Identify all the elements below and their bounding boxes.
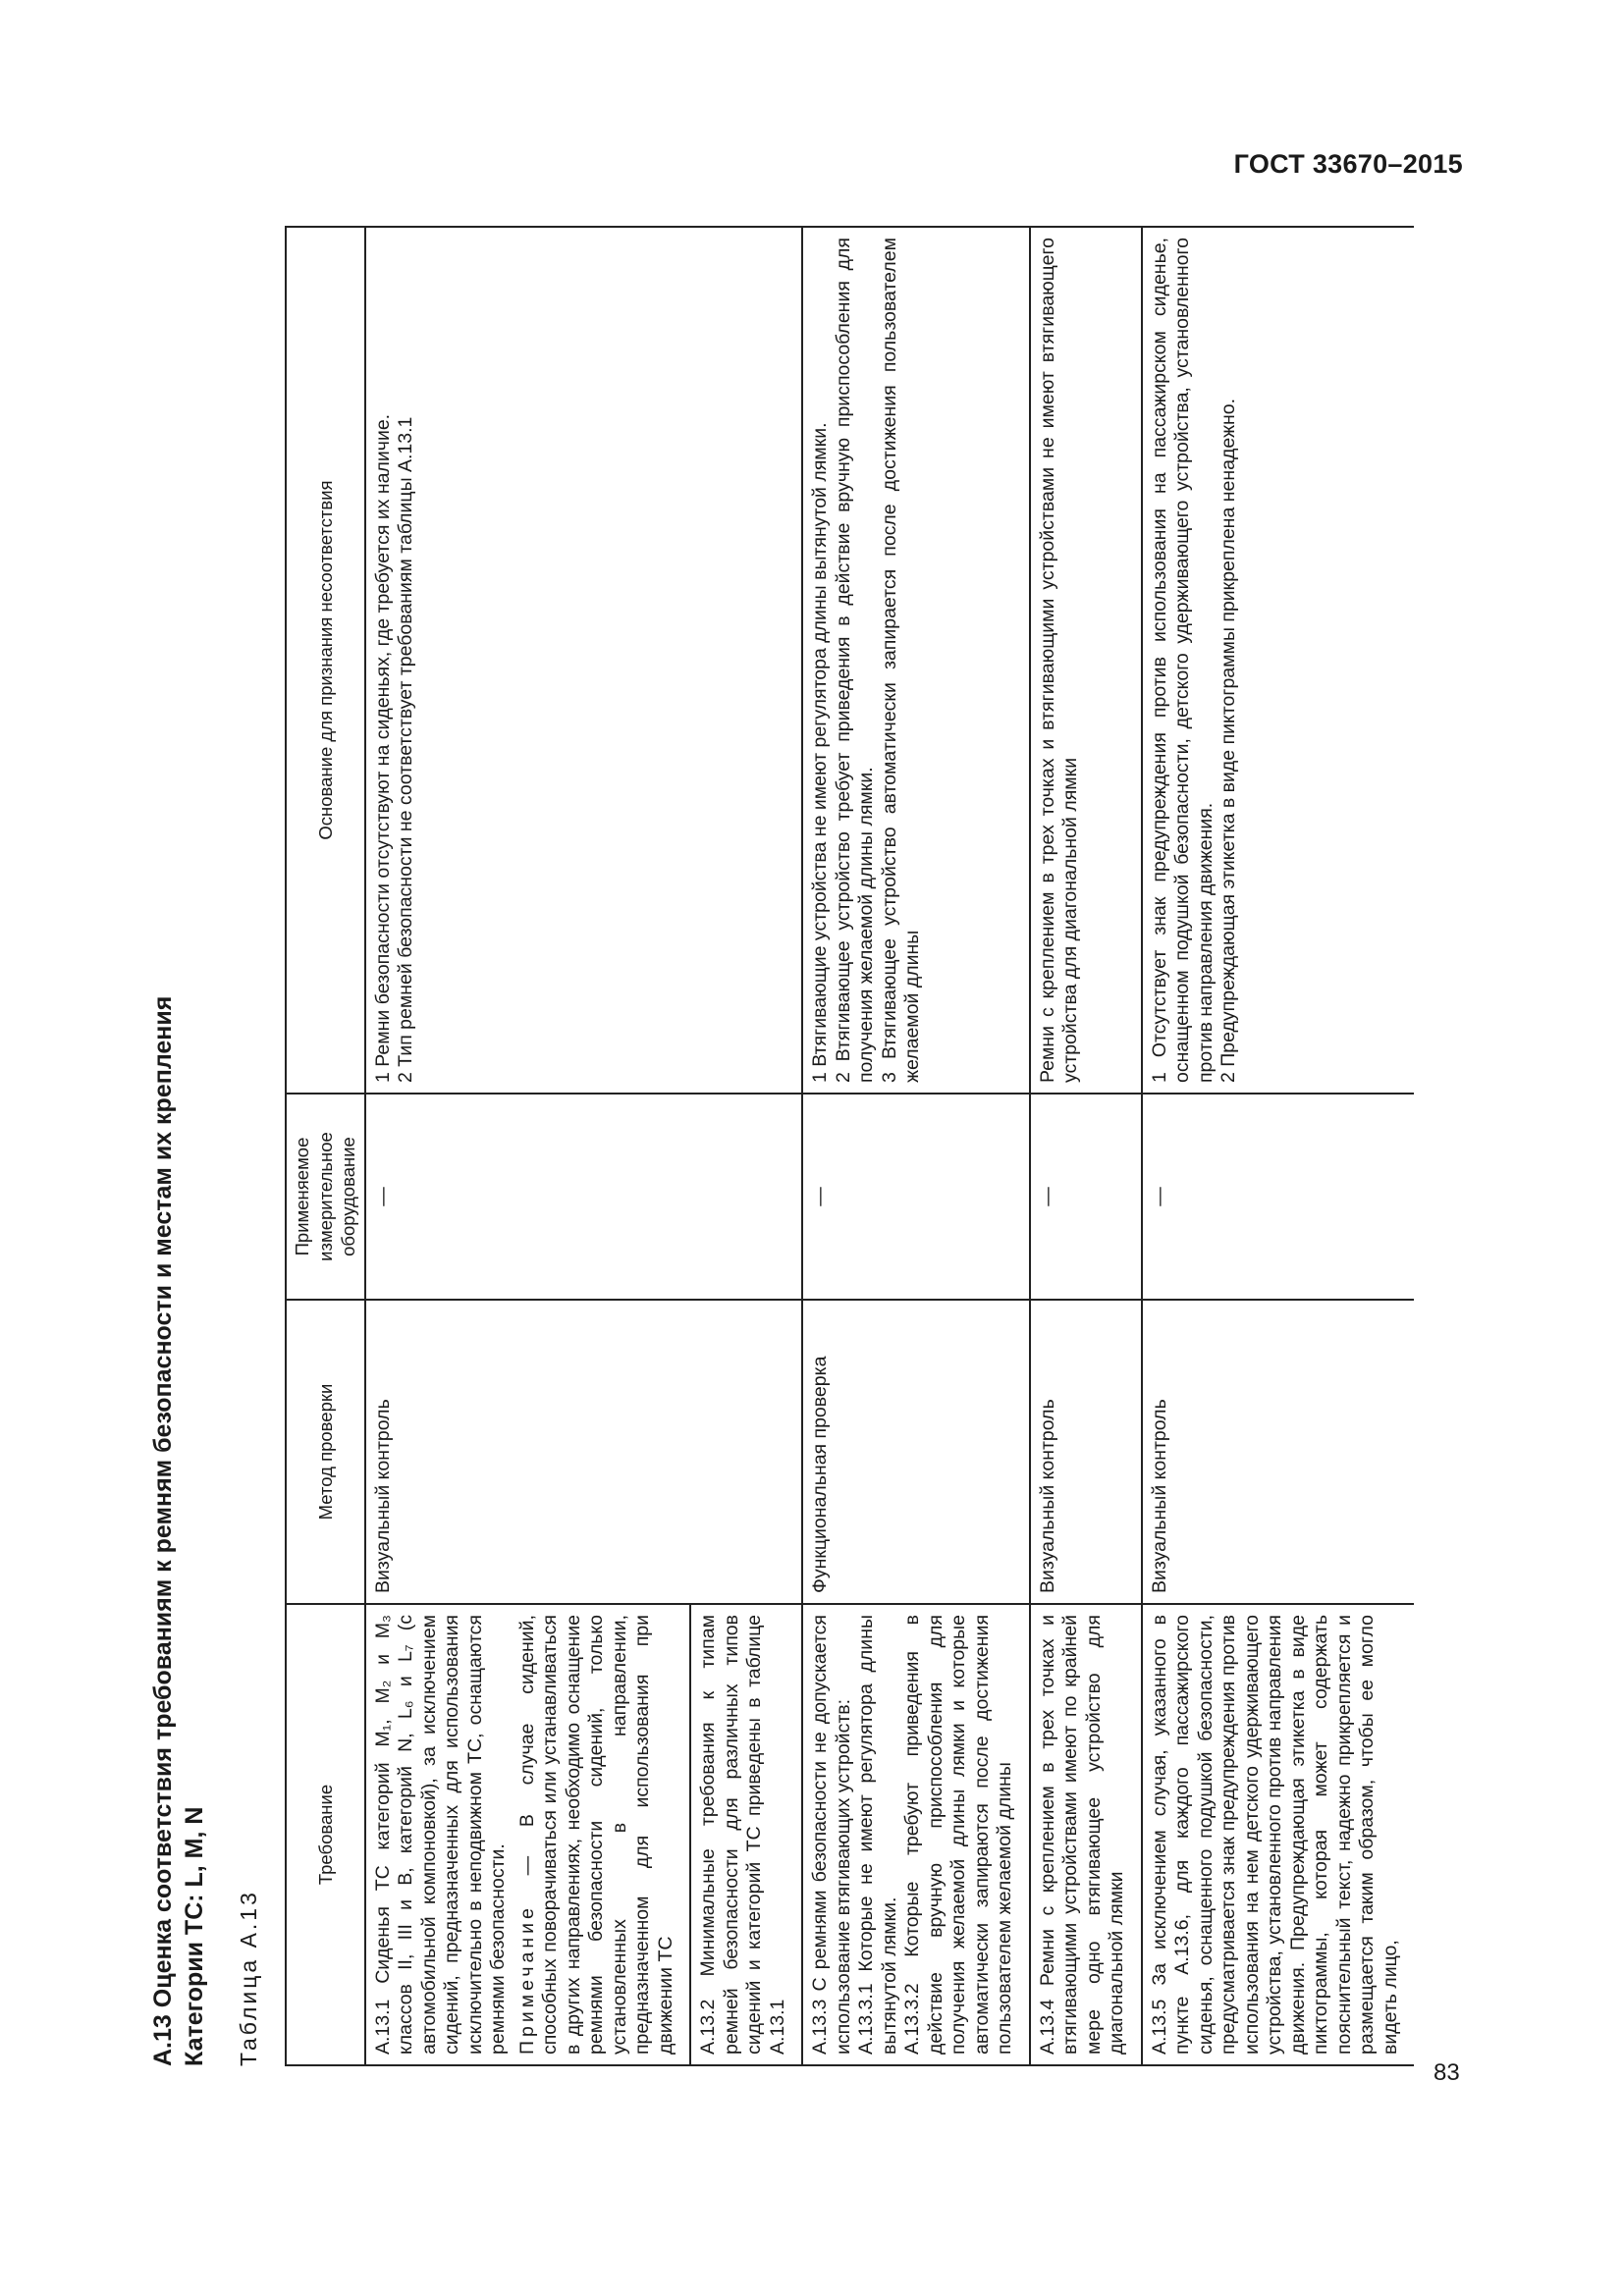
cell-requirement: [1030, 1604, 1142, 2065]
cell-method: Визуальный контроль: [365, 1300, 803, 1604]
table-row: [1030, 227, 1142, 2065]
note-text: — В случае сидений, способных поворачиваться или устанавливаться в других направлениях, необходимо оснащение ремнями безопасности сидений, только установленных в направлении, предназначенном для использования при движении ТС: [515, 1615, 676, 2055]
requirement-text: А.13.1 Сиденья ТС категорий M₁, M₂ и M₃ классов II, III и B, категорий N, L₆ и L₇ (с автомобильной компоновкой), за исключением сидений, предназначенных для использования исключительно в неподвижном ТС, оснащаются ремнями безопасности.: [371, 1615, 509, 2055]
header-method: Метод проверки: [286, 1300, 365, 1604]
section-title-line2: Категории ТС: L, M, N: [181, 1806, 208, 2066]
basis-text: 1 Втягивающие устройства не имеют регулятора длины вытянутой лямки. 2 Втягивающее устройство требует приведения в действие вручную приспособления для получения желаемой длины лямки. 3 Втягивающее устройство автоматически запирается после достижения пользователем желаемой длины: [809, 238, 923, 1083]
cell-requirement: [802, 1604, 1030, 2065]
table-row: [1142, 227, 1415, 2065]
table-header-row: [286, 227, 365, 2065]
basis-text: Ремни с креплением в трех точках и втягивающими устройствами не имеют втягивающего устройства для диагональной лямки: [1036, 238, 1081, 1083]
requirement-text: А.13.2 Минимальные требования к типам ремней безопасности для различных типов сидений и категорий ТС приведены в таблице А.13.1: [697, 1615, 788, 2055]
cell-equipment: —: [802, 1094, 1030, 1300]
basis-text: 1 Отсутствует знак предупреждения против использования на пассажирском сиденье, оснащенном подушкой безопасности, детского удерживающего устройства, установленного против направления движения. 2 Предупреждающая этикетка в виде пиктограммы прикреплена ненадежно.: [1148, 238, 1239, 1083]
cell-basis: [1030, 227, 1142, 1094]
cell-requirement: [1142, 1604, 1415, 2065]
section-title: [147, 240, 210, 2066]
document-code: ГОСТ 33670–2015: [1233, 149, 1463, 179]
cell-basis: [365, 227, 803, 1094]
requirements-table: [285, 226, 1414, 2066]
header-basis: Основание для признания несоответствия: [286, 227, 365, 1094]
cell-equipment: —: [1030, 1094, 1142, 1300]
cell-method: Функциональная проверка: [802, 1300, 1030, 1604]
basis-text: 1 Ремни безопасности отсутствуют на сиденьях, где требуется их наличие. 2 Тип ремней безопасности не соответствует требованиям таблицы А.13.1: [371, 413, 416, 1083]
requirement-note: [516, 1615, 678, 2055]
cell-basis: [1142, 227, 1415, 1094]
cell-equipment: —: [365, 1094, 803, 1300]
rotated-page-content: [147, 226, 1434, 2096]
note-label: Примечание: [515, 1904, 538, 2055]
page-number: 83: [1434, 2059, 1460, 2086]
cell-method: Визуальный контроль: [1142, 1300, 1415, 1604]
cell-method: Визуальный контроль: [1030, 1300, 1142, 1604]
cell-basis: [802, 227, 1030, 1094]
table-label: Таблица А.13: [236, 1890, 261, 2066]
requirement-text: А.13.5 За исключением случая, указанного в пункте А.13.6, для каждого пассажирского сиденья, оснащенного подушкой безопасности, предусматривается знак предупреждения против использования на нем детского удерживающего устройства, установленного против направления движения. Предупреждающая этикетка в виде пиктограммы, которая может содержать пояснительный текст, надежно прикрепляется и размещается таким образом, чтобы ее могло видеть лицо,: [1148, 1615, 1401, 2055]
cell-requirement: [690, 1604, 802, 2065]
cell-requirement: [365, 1604, 691, 2065]
requirement-text: А.13.4 Ремни с креплением в трех точках и втягивающими устройствами имеют по крайней мере одно втягивающее устройство для диагональной лямки: [1036, 1615, 1127, 2055]
table-row: [802, 227, 1030, 2065]
header-requirement: Требование: [286, 1604, 365, 2065]
header-equipment: Применяемое измерительное оборудование: [286, 1094, 365, 1300]
cell-equipment: —: [1142, 1094, 1415, 1300]
requirement-text: А.13.3 С ремнями безопасности не допускается использование втягивающих устройств: А.13.3.1 Которые не имеют регулятора длины вытянутой лямки. А.13.3.2 Которые требуют приведения в действие вручную приспособления для получения желаемой длины лямки и которые автоматически запираются после достижения пользователем желаемой длины: [809, 1615, 1015, 2055]
table-row: [365, 227, 691, 2065]
section-title-line1: А.13 Оценка соответствия требованиям к ремням безопасности и местам их крепления: [149, 995, 177, 2066]
